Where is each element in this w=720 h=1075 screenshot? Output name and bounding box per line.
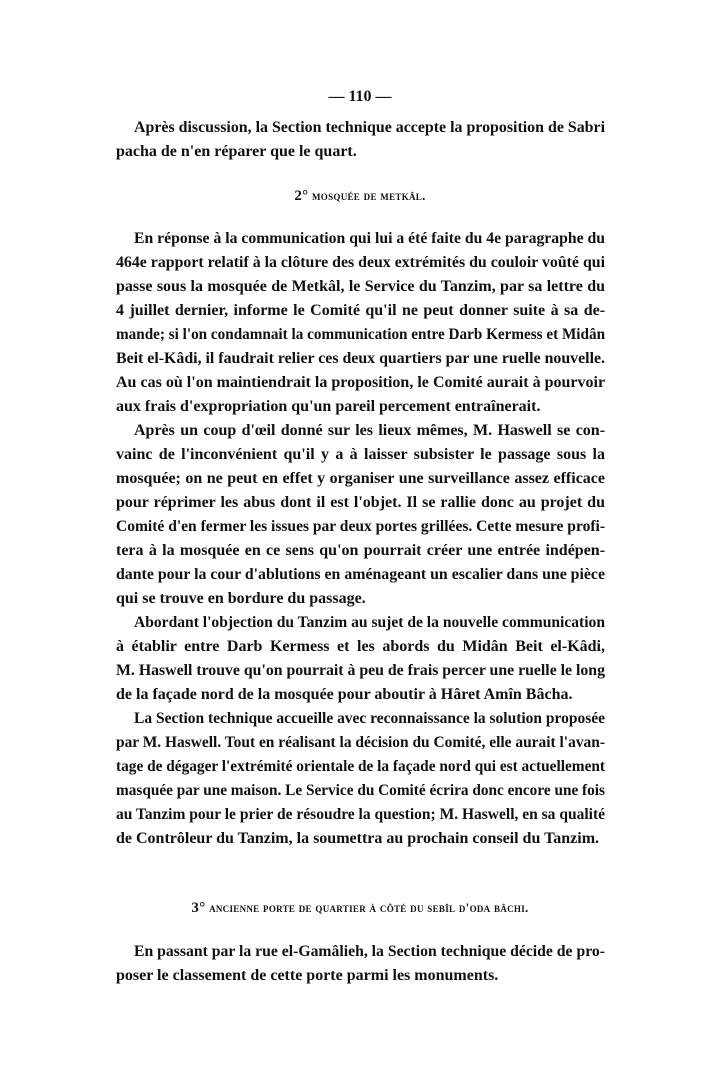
text-line: à établir entre Darb Kermess et les abords du Midân Beit el-Kâdi, xyxy=(116,638,605,655)
section-heading-3 xyxy=(0,900,720,917)
text-line-wrap xyxy=(116,755,605,779)
text-line: 4 juillet dernier, informe le Comité qu'il ne peut donner suite à sa de- xyxy=(116,302,606,319)
text-line-wrap xyxy=(116,419,605,443)
text-line: aux frais d'expropriation qu'un pareil percement entraînerait. xyxy=(116,398,541,415)
text-line: En passant par la rue el-Gamâlieh, la Section technique décide de pro- xyxy=(134,943,605,960)
text-line: Comité d'en fermer les issues par deux portes grillées. Cette mesure profi- xyxy=(116,518,606,535)
text-line: 464e rapport relatif à la clôture des deux extrémités du couloir voûté qui xyxy=(116,254,605,271)
text-line-wrap xyxy=(116,443,605,467)
text-line-wrap xyxy=(116,779,605,803)
section-heading-2 xyxy=(0,188,720,205)
text-line-wrap xyxy=(116,539,605,563)
text-line: poser le classement de cette porte parmi les monuments. xyxy=(116,967,499,984)
section-title: mosquée de metkâl. xyxy=(312,188,426,203)
text-line-wrap xyxy=(116,827,605,851)
text-line: Après discussion, la Section technique accepte la proposition de Sabri xyxy=(134,119,606,136)
text-line: tera à la mosquée en ce sens qu'on pourrait créer une entrée indépen- xyxy=(116,542,606,559)
text-line-wrap xyxy=(116,964,605,988)
text-line-wrap xyxy=(116,940,605,964)
text-line-wrap xyxy=(116,227,605,251)
text-line: En réponse à la communication qui lui a été faite du 4e paragraphe du xyxy=(134,230,605,247)
text-line-wrap xyxy=(116,803,605,827)
text-line: pacha de n'en réparer que le quart. xyxy=(116,143,357,160)
text-line: de Contrôleur du Tanzim, la soumettra au prochain conseil du Tanzim. xyxy=(116,830,600,847)
text-line-wrap xyxy=(116,707,605,731)
text-line: mande; si l'on condamnait la communication entre Darb Kermess et Midân xyxy=(116,326,606,343)
text-line-wrap xyxy=(116,563,605,587)
text-line: Abordant l'objection du Tanzim au sujet de la nouvelle communication xyxy=(134,614,605,631)
text-line: tage de dégager l'extrémité orientale de la façade nord qui est actuellement xyxy=(116,758,606,775)
text-line-wrap xyxy=(116,515,605,539)
text-line-wrap xyxy=(116,347,605,371)
paragraph xyxy=(116,707,605,851)
text-line: M. Haswell trouve qu'on pourrait à peu de frais percer une ruelle le long xyxy=(116,662,606,679)
paragraph xyxy=(116,611,605,707)
section-number: 2° xyxy=(294,188,309,204)
text-line: La Section technique accueille avec reconnaissance la solution proposée xyxy=(134,710,605,727)
text-line: pour réprimer les abus dont il est l'objet. Il se rallie donc au projet du xyxy=(116,494,605,511)
section-2-body xyxy=(116,227,605,851)
text-line-wrap xyxy=(116,659,605,683)
text-line: par M. Haswell. Tout en réalisant la décision du Comité, elle aurait l'avan- xyxy=(116,734,605,751)
paragraph xyxy=(116,940,605,988)
text-line: Après un coup d'œil donné sur les lieux mêmes, M. Haswell se con- xyxy=(134,422,606,439)
text-line-wrap xyxy=(116,611,605,635)
text-line-wrap xyxy=(116,275,605,299)
text-line: masquée par une maison. Le Service du Comité écrira donc encore une fois xyxy=(116,782,605,799)
section-3-body xyxy=(116,940,605,988)
text-line: passe sous la mosquée de Metkâl, le Service du Tanzim, par sa lettre du xyxy=(116,278,605,295)
section-title: ancienne porte de quartier à côté du sebîl d'oda bâchi. xyxy=(209,900,529,915)
text-line-wrap xyxy=(116,587,605,611)
text-line: Au cas où l'on maintiendrait la proposition, le Comité aurait à pourvoir xyxy=(116,374,606,391)
text-line: mosquée; on ne peut en effet y organiser une surveillance assez efficace xyxy=(116,470,605,487)
text-line-wrap xyxy=(116,371,605,395)
text-line-wrap xyxy=(116,140,605,164)
text-line-wrap xyxy=(116,467,605,491)
paragraph-intro xyxy=(116,116,605,164)
text-line-wrap xyxy=(116,323,605,347)
text-line: vainc de l'inconvénient qu'il y a à laisser subsister le passage sous la xyxy=(116,446,606,463)
text-line: qui se trouve en bordure du passage. xyxy=(116,590,366,607)
text-line-wrap xyxy=(116,299,605,323)
text-line: de la façade nord de la mosquée pour aboutir à Hâret Amîn Bâcha. xyxy=(116,686,573,703)
paragraph xyxy=(116,419,605,611)
text-line-wrap xyxy=(116,395,605,419)
section-number: 3° xyxy=(191,900,206,916)
text-line-wrap xyxy=(116,635,605,659)
paragraph xyxy=(116,227,605,419)
text-line: Beit el-Kâdi, il faudrait relier ces deux quartiers par une ruelle nouvelle. xyxy=(116,350,605,367)
text-line-wrap xyxy=(116,731,605,755)
text-line-wrap xyxy=(116,491,605,515)
text-line: dante pour la cour d'ablutions en aménageant un escalier dans une pièce xyxy=(116,566,606,583)
page-number: — 110 — xyxy=(328,88,392,105)
text-line-wrap xyxy=(116,251,605,275)
text-line: au Tanzim pour le prier de résoudre la question; M. Haswell, en sa qualité xyxy=(116,806,605,823)
text-line-wrap xyxy=(116,116,605,140)
text-line-wrap xyxy=(116,683,605,707)
